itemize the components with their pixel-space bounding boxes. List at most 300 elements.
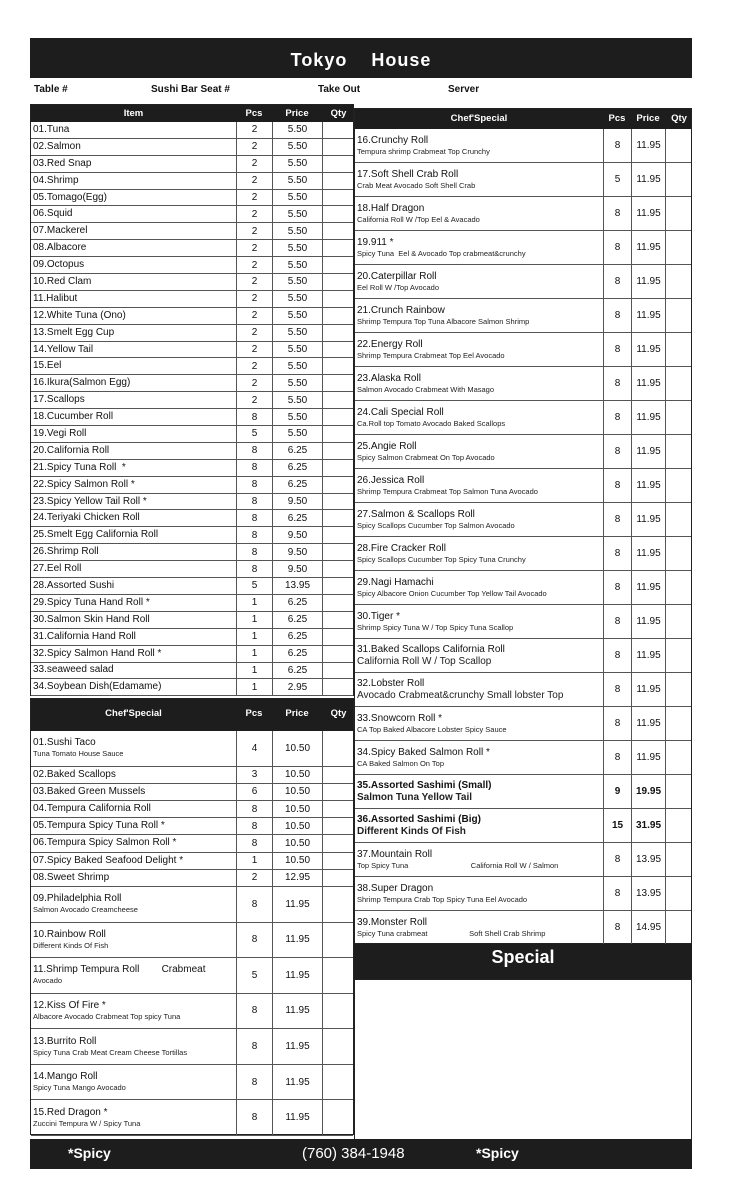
qty-cell[interactable] <box>665 333 693 366</box>
menu-item-name: 21.Crunch Rainbow <box>357 304 445 316</box>
menu-item-name: 07.Mackerel <box>33 225 88 237</box>
menu-item-name-block <box>33 1065 126 1100</box>
qty-cell[interactable] <box>322 156 355 172</box>
qty-cell[interactable] <box>665 843 693 876</box>
menu-item-price: 11.95 <box>272 1029 322 1064</box>
menu-item-name-block <box>33 679 161 695</box>
qty-cell[interactable] <box>665 163 693 196</box>
menu-item-name-block <box>33 818 165 834</box>
menu-item-price: 14.95 <box>631 911 665 944</box>
menu-item-pcs: 8 <box>236 510 272 526</box>
menu-item-price: 11.95 <box>631 299 665 332</box>
menu-item-name: 30.Tiger * <box>357 610 400 622</box>
menu-item-name: 28.Assorted Sushi <box>33 579 115 591</box>
qty-cell[interactable] <box>322 477 355 493</box>
menu-item-row <box>31 561 353 578</box>
menu-item-pcs: 2 <box>236 190 272 206</box>
qty-cell[interactable] <box>665 231 693 264</box>
menu-item-name: 19.911 * <box>357 236 394 248</box>
menu-item-name-block <box>33 646 161 662</box>
menu-item-name-block <box>33 1029 187 1064</box>
chef-right-header-price: Price <box>636 113 660 124</box>
qty-cell[interactable] <box>665 571 693 604</box>
qty-cell[interactable] <box>322 612 355 628</box>
menu-item-row <box>355 537 691 571</box>
qty-cell[interactable] <box>322 629 355 645</box>
menu-item-name: 36.Assorted Sashimi (Big) <box>357 813 481 825</box>
menu-item-pcs: 8 <box>236 494 272 510</box>
qty-cell[interactable] <box>322 122 355 138</box>
menu-item-name: 34.Spicy Baked Salmon Roll * <box>357 746 490 758</box>
menu-item-pcs: 1 <box>236 629 272 645</box>
menu-item-row <box>31 958 353 994</box>
menu-item-pcs: 8 <box>603 503 631 536</box>
menu-item-name-block <box>33 494 147 510</box>
qty-cell[interactable] <box>665 741 693 774</box>
qty-cell[interactable] <box>322 646 355 662</box>
menu-item-row <box>355 707 691 741</box>
menu-item-name-block <box>357 877 527 910</box>
qty-cell[interactable] <box>322 767 355 783</box>
menu-item-description: Different Kinds Of Fish <box>33 940 109 950</box>
menu-item-price: 5.50 <box>272 122 322 138</box>
menu-item-description: Shrimp Tempura Crabmeat Top Salmon Tuna Avocado <box>357 486 538 496</box>
menu-item-pcs: 8 <box>236 561 272 577</box>
menu-item-name: 04.Shrimp <box>33 174 79 186</box>
menu-item-price: 6.25 <box>272 629 322 645</box>
qty-cell[interactable] <box>665 299 693 332</box>
menu-item-name-block <box>357 469 538 502</box>
qty-cell[interactable] <box>665 503 693 536</box>
qty-cell[interactable] <box>322 731 355 766</box>
take-out-label: Take Out <box>318 84 361 95</box>
qty-cell[interactable] <box>322 1029 355 1064</box>
menu-item-row <box>355 435 691 469</box>
qty-cell[interactable] <box>322 375 355 391</box>
qty-cell[interactable] <box>322 240 355 256</box>
menu-item-price: 5.50 <box>272 358 322 374</box>
menu-item-name-block <box>33 578 114 594</box>
menu-item-pcs: 2 <box>236 240 272 256</box>
menu-item-row <box>355 639 691 673</box>
menu-item-pcs: 8 <box>603 469 631 502</box>
menu-item-price: 11.95 <box>631 129 665 162</box>
qty-cell[interactable] <box>322 460 355 476</box>
menu-item-price: 11.95 <box>272 994 322 1029</box>
menu-item-name: 29.Spicy Tuna Hand Roll * <box>33 596 150 608</box>
menu-item-price: 6.25 <box>272 646 322 662</box>
qty-cell[interactable] <box>665 401 693 434</box>
menu-item-name: 01.Sushi Taco <box>33 737 96 749</box>
qty-cell[interactable] <box>322 358 355 374</box>
menu-item-name-block <box>33 460 126 476</box>
menu-item-name-block <box>33 173 79 189</box>
menu-item-name: 22.Spicy Salmon Roll * <box>33 478 135 490</box>
qty-cell[interactable] <box>665 639 693 672</box>
qty-cell[interactable] <box>322 784 355 800</box>
menu-item-name: 10.Rainbow Roll <box>33 928 106 940</box>
qty-cell[interactable] <box>322 291 355 307</box>
qty-cell[interactable] <box>665 129 693 162</box>
qty-cell[interactable] <box>665 911 693 944</box>
menu-item-name-block <box>33 392 85 408</box>
qty-cell[interactable] <box>665 367 693 400</box>
menu-item-row <box>31 1065 353 1101</box>
qty-cell[interactable] <box>322 494 355 510</box>
menu-item-description: Zuccini Tempura W / Spicy Tuna <box>33 1118 141 1128</box>
qty-cell[interactable] <box>322 853 355 869</box>
menu-item-name-block <box>33 784 145 800</box>
menu-item-name: 02.Salmon <box>33 140 81 152</box>
special-header: Special <box>354 944 692 979</box>
menu-item-name-block <box>33 731 123 766</box>
menu-item-pcs: 2 <box>236 392 272 408</box>
menu-item-pcs: 8 <box>603 197 631 230</box>
menu-item-name-block <box>33 223 87 239</box>
menu-item-description: Spicy Tuna Mango Avocado <box>33 1083 126 1093</box>
menu-item-description: Albacore Avocado Crabmeat Top spicy Tuna <box>33 1011 181 1021</box>
menu-item-row <box>31 392 353 409</box>
menu-item-name-block <box>33 375 130 391</box>
menu-item-pcs: 8 <box>603 367 631 400</box>
menu-item-name-block <box>33 1100 140 1135</box>
menu-item-price: 5.50 <box>272 392 322 408</box>
menu-item-name-block <box>357 435 495 468</box>
qty-cell[interactable] <box>665 537 693 570</box>
menu-item-name-block <box>33 122 69 138</box>
menu-item-name: 12.Kiss Of Fire * <box>33 999 106 1011</box>
menu-item-name-block <box>33 527 158 543</box>
menu-item-row <box>31 1100 353 1136</box>
menu-item-row <box>31 257 353 274</box>
menu-item-price: 10.50 <box>272 801 322 817</box>
menu-item-name: 10.Red Clam <box>33 275 92 287</box>
menu-item-name: 25.Smelt Egg California Roll <box>33 529 159 541</box>
menu-item-pcs: 8 <box>603 435 631 468</box>
qty-cell[interactable] <box>322 527 355 543</box>
qty-cell[interactable] <box>322 679 355 695</box>
header-qty: Qty <box>330 108 347 119</box>
menu-item-pcs: 8 <box>603 639 631 672</box>
menu-item-pcs: 1 <box>236 663 272 679</box>
menu-item-name: 18.Cucumber Roll <box>33 411 114 423</box>
menu-item-name-block <box>357 401 505 434</box>
menu-item-pcs: 8 <box>236 544 272 560</box>
menu-item-description: Top Spicy Tuna California Roll W / Salmon <box>357 860 559 870</box>
qty-cell[interactable] <box>322 1065 355 1100</box>
menu-item-name: 25.Angie Roll <box>357 440 417 452</box>
menu-item-price: 11.95 <box>631 469 665 502</box>
menu-item-pcs: 2 <box>236 342 272 358</box>
qty-cell[interactable] <box>322 409 355 425</box>
qty-cell[interactable] <box>322 818 355 834</box>
menu-item-pcs: 8 <box>236 409 272 425</box>
menu-item-price: 19.95 <box>631 775 665 808</box>
menu-item-row <box>31 870 353 887</box>
footer-spicy-right: *Spicy <box>476 1145 519 1161</box>
menu-item-pcs: 2 <box>236 325 272 341</box>
menu-item-pcs: 8 <box>236 923 272 958</box>
menu-item-row <box>355 129 691 163</box>
qty-cell[interactable] <box>665 707 693 740</box>
qty-cell[interactable] <box>322 595 355 611</box>
menu-item-name-block <box>33 325 114 341</box>
qty-cell[interactable] <box>322 1100 355 1135</box>
menu-item-name: 05.Tempura Spicy Tuna Roll * <box>33 820 165 832</box>
qty-cell[interactable] <box>665 265 693 298</box>
menu-item-row <box>355 197 691 231</box>
qty-cell[interactable] <box>322 958 355 993</box>
qty-cell[interactable] <box>322 190 355 206</box>
menu-item-row <box>355 877 691 911</box>
menu-item-pcs: 15 <box>603 809 631 842</box>
menu-item-row <box>355 163 691 197</box>
qty-cell[interactable] <box>665 877 693 910</box>
menu-item-pcs: 2 <box>236 156 272 172</box>
menu-item-row <box>31 527 353 544</box>
qty-cell[interactable] <box>322 274 355 290</box>
menu-item-name: 34.Soybean Dish(Edamame) <box>33 681 162 693</box>
qty-cell[interactable] <box>322 561 355 577</box>
menu-item-description: Tuna Tomato House Sauce <box>33 749 124 759</box>
menu-item-price: 10.50 <box>272 767 322 783</box>
qty-cell[interactable] <box>665 197 693 230</box>
menu-item-price: 5.50 <box>272 257 322 273</box>
qty-cell[interactable] <box>322 392 355 408</box>
menu-item-price: 11.95 <box>631 333 665 366</box>
qty-cell[interactable] <box>322 426 355 442</box>
footer-bar <box>30 1139 692 1169</box>
menu-item-name-block <box>357 673 563 706</box>
menu-item-name: 12.White Tuna (Ono) <box>33 309 126 321</box>
chef-left-header-pcs: Pcs <box>245 708 263 719</box>
chef-left-header-item: Chef'Special <box>105 708 162 719</box>
menu-item-name: 20.Caterpillar Roll <box>357 270 437 282</box>
menu-item-name-block <box>357 197 480 230</box>
menu-item-row <box>31 629 353 646</box>
menu-item-name: 14.Mango Roll <box>33 1071 98 1083</box>
menu-item-name: 15.Eel <box>33 360 62 372</box>
menu-item-pcs: 8 <box>603 673 631 706</box>
menu-item-name-block <box>33 291 77 307</box>
menu-item-name: 18.Half Dragon <box>357 202 425 214</box>
menu-item-pcs: 1 <box>236 612 272 628</box>
menu-item-row <box>355 571 691 605</box>
qty-cell[interactable] <box>665 435 693 468</box>
menu-item-price: 11.95 <box>631 571 665 604</box>
menu-item-name-block <box>33 308 126 324</box>
menu-item-row <box>31 784 353 801</box>
menu-item-price: 5.50 <box>272 190 322 206</box>
menu-item-price: 31.95 <box>631 809 665 842</box>
menu-item-description: Shrimp Tempura Top Tuna Albacore Salmon Shrimp <box>357 316 530 326</box>
header-item: Item <box>123 108 144 119</box>
menu-item-price: 11.95 <box>272 887 322 922</box>
menu-item-name: 04.Tempura California Roll <box>33 803 151 815</box>
qty-cell[interactable] <box>665 809 693 842</box>
menu-item-description: Avocado <box>33 976 63 986</box>
menu-item-description: CA Baked Salmon On Top <box>357 758 444 768</box>
menu-item-description: Eel Roll W /Top Avocado <box>357 282 439 292</box>
menu-item-row <box>31 409 353 426</box>
menu-item-pcs: 8 <box>603 231 631 264</box>
menu-item-name: 01.Tuna <box>33 123 70 135</box>
menu-item-pcs: 2 <box>236 375 272 391</box>
menu-item-name: 11.Halibut <box>33 292 78 304</box>
menu-item-name: 19.Vegi Roll <box>33 427 87 439</box>
menu-item-price: 11.95 <box>272 923 322 958</box>
sushi-bar-seat-label: Sushi Bar Seat # <box>151 84 230 95</box>
menu-item-pcs: 9 <box>603 775 631 808</box>
footer-phone: (760) 384-1948 <box>302 1145 405 1162</box>
menu-item-pcs: 2 <box>236 291 272 307</box>
chef-left-header <box>31 699 353 731</box>
menu-item-row <box>31 494 353 511</box>
chef-right-header-item: Chef'Special <box>450 113 508 124</box>
server-label: Server <box>448 84 480 95</box>
qty-cell[interactable] <box>322 139 355 155</box>
order-info-bar <box>30 78 692 102</box>
menu-item-name-block <box>357 775 492 808</box>
menu-item-name-block <box>33 240 86 256</box>
menu-item-name-block <box>33 409 113 425</box>
menu-item-row <box>31 291 353 308</box>
table-number-label: Table # <box>34 84 68 95</box>
special-box <box>354 979 692 1141</box>
menu-item-price: 6.25 <box>272 443 322 459</box>
menu-item-pcs: 8 <box>603 605 631 638</box>
menu-item-name: 17.Soft Shell Crab Roll <box>357 168 459 180</box>
qty-cell[interactable] <box>322 887 355 922</box>
menu-item-pcs: 8 <box>603 265 631 298</box>
menu-item-pcs: 2 <box>236 223 272 239</box>
menu-item-name: 31.Baked Scallops California Roll <box>357 643 505 655</box>
menu-item-pcs: 8 <box>603 843 631 876</box>
menu-item-name: 11.Shrimp Tempura Roll Crabmeat <box>33 964 206 976</box>
qty-cell[interactable] <box>322 206 355 222</box>
qty-cell[interactable] <box>322 835 355 851</box>
menu-item-description: Spicy Tuna Eel & Avocado Top crabmeat&crunchy <box>357 248 526 258</box>
qty-cell[interactable] <box>665 605 693 638</box>
qty-cell[interactable] <box>322 801 355 817</box>
menu-item-price: 13.95 <box>631 843 665 876</box>
menu-item-price: 6.25 <box>272 477 322 493</box>
menu-item-description: Shrimp Tempura Crabmeat Top Eel Avocado <box>357 350 505 360</box>
qty-cell[interactable] <box>322 173 355 189</box>
menu-item-name-block <box>33 958 205 993</box>
menu-item-name: 30.Salmon Skin Hand Roll <box>33 613 150 625</box>
menu-item-price: 11.95 <box>631 673 665 706</box>
menu-item-row <box>31 612 353 629</box>
menu-item-name-block <box>357 129 490 162</box>
menu-item-pcs: 8 <box>236 477 272 493</box>
menu-item-pcs: 2 <box>236 358 272 374</box>
menu-item-name-block <box>357 639 505 672</box>
menu-sheet <box>30 38 692 1170</box>
qty-cell[interactable] <box>322 257 355 273</box>
qty-cell[interactable] <box>322 994 355 1029</box>
menu-item-price: 5.50 <box>272 325 322 341</box>
menu-item-row <box>31 679 353 696</box>
menu-item-pcs: 4 <box>236 731 272 766</box>
menu-item-description: Spicy Tuna crabmeat Soft Shell Crab Shrimp <box>357 928 546 938</box>
menu-item-name: 35.Assorted Sashimi (Small) <box>357 779 492 791</box>
menu-item-price: 5.50 <box>272 156 322 172</box>
menu-item-pcs: 5 <box>236 426 272 442</box>
menu-item-price: 11.95 <box>631 367 665 400</box>
restaurant-title: Tokyo House <box>30 38 692 78</box>
menu-item-row <box>355 775 691 809</box>
menu-item-row <box>31 443 353 460</box>
qty-cell[interactable] <box>665 673 693 706</box>
qty-cell[interactable] <box>322 870 355 886</box>
menu-item-description: Avocado Crabmeat&crunchy Small lobster Top <box>357 689 564 701</box>
menu-item-pcs: 2 <box>236 139 272 155</box>
menu-item-pcs: 8 <box>236 1100 272 1135</box>
menu-item-pcs: 8 <box>236 818 272 834</box>
qty-cell[interactable] <box>322 308 355 324</box>
qty-cell[interactable] <box>322 923 355 958</box>
qty-cell[interactable] <box>322 223 355 239</box>
menu-item-row <box>355 265 691 299</box>
menu-item-price: 13.95 <box>631 877 665 910</box>
menu-item-description: Spicy Albacore Onion Cucumber Top Yellow Tail Avocado <box>357 588 547 598</box>
menu-item-name-block <box>33 835 176 851</box>
menu-item-row <box>31 595 353 612</box>
menu-item-pcs: 8 <box>236 887 272 922</box>
menu-item-row <box>31 375 353 392</box>
menu-item-price: 5.50 <box>272 274 322 290</box>
qty-cell[interactable] <box>665 469 693 502</box>
menu-item-name: 06.Squid <box>33 208 73 220</box>
menu-item-name: 37.Mountain Roll <box>357 848 433 860</box>
menu-item-price: 11.95 <box>631 231 665 264</box>
menu-item-name: 08.Sweet Shrimp <box>33 871 110 883</box>
menu-item-pcs: 8 <box>603 333 631 366</box>
qty-cell[interactable] <box>322 342 355 358</box>
menu-item-price: 10.50 <box>272 818 322 834</box>
header-price: Price <box>285 108 309 119</box>
menu-item-description: Salmon Avocado Crabmeat With Masago <box>357 384 495 394</box>
qty-cell[interactable] <box>322 663 355 679</box>
qty-cell[interactable] <box>665 775 693 808</box>
qty-cell[interactable] <box>322 544 355 560</box>
qty-cell[interactable] <box>322 578 355 594</box>
menu-item-pcs: 8 <box>603 299 631 332</box>
menu-item-row <box>31 477 353 494</box>
menu-item-name-block <box>357 741 490 774</box>
menu-item-description: Spicy Scallops Cucumber Top Spicy Tuna Crunchy <box>357 554 526 564</box>
menu-item-row <box>355 469 691 503</box>
menu-item-description: Spicy Tuna Crab Meat Cream Cheese Tortillas <box>33 1047 188 1057</box>
menu-item-pcs: 6 <box>236 784 272 800</box>
qty-cell[interactable] <box>322 510 355 526</box>
menu-item-price: 11.95 <box>631 401 665 434</box>
qty-cell[interactable] <box>322 325 355 341</box>
menu-item-description: California Roll W /Top Eel & Avacado <box>357 214 480 224</box>
menu-item-name: 21.Spicy Tuna Roll * <box>33 461 126 473</box>
qty-cell[interactable] <box>322 443 355 459</box>
menu-item-name-block <box>33 612 150 628</box>
menu-item-name-block <box>33 443 109 459</box>
menu-item-row <box>31 223 353 240</box>
menu-item-price: 9.50 <box>272 561 322 577</box>
menu-item-pcs: 8 <box>236 527 272 543</box>
menu-item-row <box>31 818 353 835</box>
menu-item-row <box>31 358 353 375</box>
menu-item-name-block <box>33 139 81 155</box>
menu-item-row <box>31 274 353 291</box>
